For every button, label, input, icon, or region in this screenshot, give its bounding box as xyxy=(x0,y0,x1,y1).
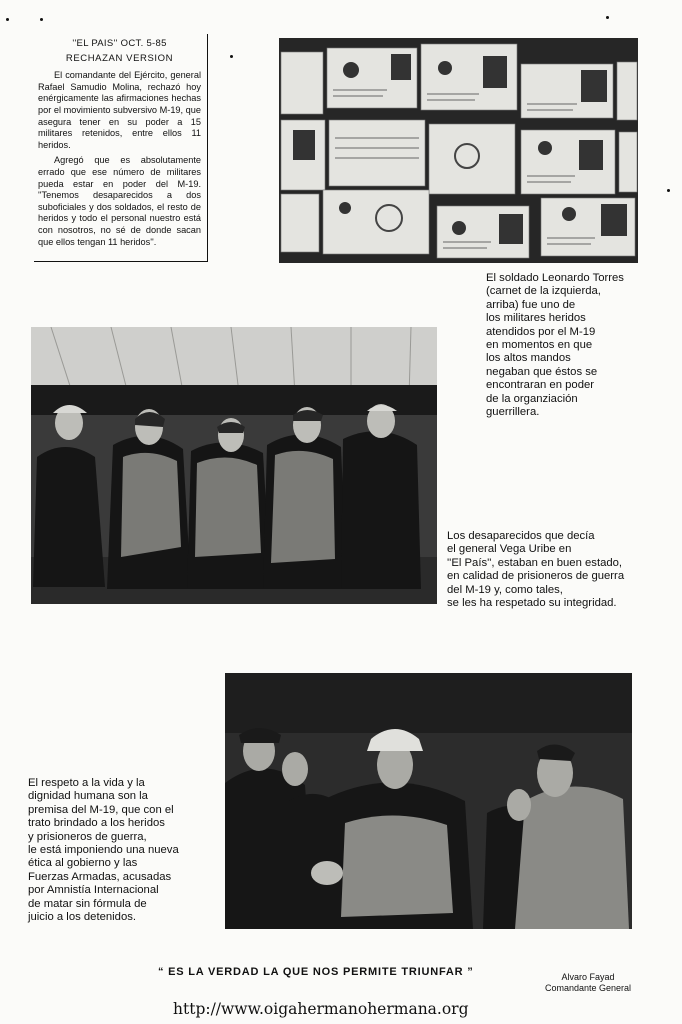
prisoners-photo xyxy=(225,673,632,929)
caption-line: El soldado Leonardo Torres xyxy=(486,272,624,284)
signature-title: Comandante General xyxy=(544,983,632,993)
caption-line: premisa del M-19, que con el xyxy=(28,803,174,816)
group-photo-caption xyxy=(447,530,672,610)
caption-line: del M-19 y, como tales, xyxy=(447,583,563,596)
caption-line: (carnet de la izquierda, xyxy=(486,285,601,298)
id-cards-caption xyxy=(486,272,666,419)
caption-line: Fuerzas Armadas, acusadas xyxy=(28,870,172,883)
caption-line: El respeto a la vida y la xyxy=(28,777,145,789)
caption-line: los altos mandos xyxy=(486,352,571,365)
caption-line: juicio a los detenidos. xyxy=(28,911,137,924)
scan-speck xyxy=(6,18,9,21)
caption-line: guerrillera. xyxy=(486,406,540,419)
scan-speck xyxy=(606,16,609,19)
caption-line: ética al gobierno y las xyxy=(28,857,138,870)
id-cards-photo xyxy=(279,38,638,263)
footer-url[interactable]: http://www.oigahermanohermana.org xyxy=(173,1000,469,1018)
clipping-paragraph: Agregó que es absolutamente errado que ese número de militares pueda estar en poder del M-19. ''Tenemos desaparecidos a dos suboficiales y dos soldados, el resto de heridos y todo el personal nuestro está con nosotros, no sé de donde sacan que ellos tengan 11 heridos''. xyxy=(38,155,201,247)
caption-line: arriba) fue uno de xyxy=(486,298,576,311)
prisoners-photo-caption xyxy=(28,777,218,924)
caption-line: de matar sin fórmula de xyxy=(28,897,147,910)
caption-line: en calidad de prisioneros de guerra xyxy=(447,570,625,583)
scan-speck xyxy=(230,55,233,58)
scan-speck xyxy=(40,18,43,21)
caption-line: el general Vega Uribe en xyxy=(447,543,572,556)
caption-line: de la organziación xyxy=(486,392,578,405)
caption-line: por Amnistía Internacional xyxy=(28,884,159,897)
caption-line: encontraran en poder xyxy=(486,379,595,392)
caption-line: y prisioneros de guerra, xyxy=(28,830,147,843)
caption-line: Los desaparecidos que decía xyxy=(447,530,595,542)
signature-name: Alvaro Fayad xyxy=(561,972,615,982)
caption-line: atendidos por el M-19 xyxy=(486,325,596,338)
caption-line: le está imponiendo una nueva xyxy=(28,844,179,857)
clipping-header: ''EL PAIS'' OCT. 5-85 xyxy=(72,38,167,49)
slogan: “ ES LA VERDAD LA QUE NOS PERMITE TRIUNFAR ” xyxy=(158,966,474,978)
caption-line: se les ha respetado su integridad. xyxy=(447,597,617,610)
caption-line: en momentos en que xyxy=(486,339,593,352)
caption-line: negaban que éstos se xyxy=(486,365,598,378)
group-photo xyxy=(31,327,437,604)
caption-line: los militares heridos xyxy=(486,312,586,325)
scan-speck xyxy=(667,189,670,192)
newspaper-clipping xyxy=(34,34,208,262)
clipping-subheader: RECHAZAN VERSION xyxy=(65,52,174,64)
caption-line: trato brindado a los heridos xyxy=(28,817,165,830)
caption-line: ''El País'', estaban en buen estado, xyxy=(447,556,623,569)
signature-block xyxy=(538,972,638,994)
caption-line: dignidad humana son la xyxy=(28,790,148,803)
clipping-paragraph: El comandante del Ejército, general Rafael Samudio Molina, rechazó hoy enérgicamente las afirmaciones hechas por el movimiento subversivo M-19, que asegura tener en su poder a 15 militares retenidos, entre ellos 11 heridos. xyxy=(38,70,201,150)
